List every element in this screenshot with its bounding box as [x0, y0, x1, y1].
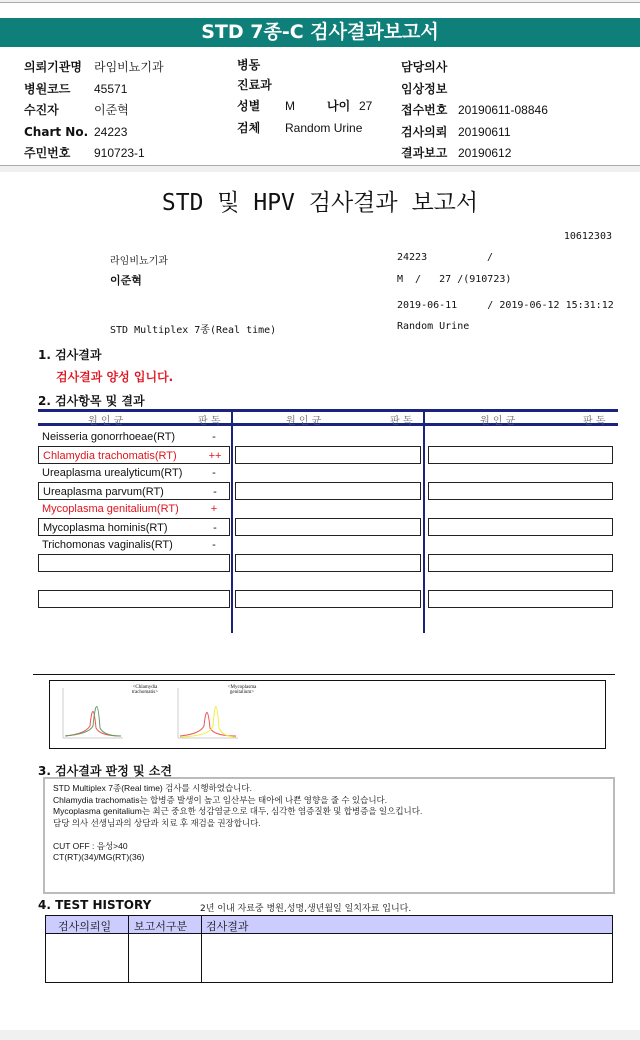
section1-title: 1. 검사결과 — [38, 348, 102, 362]
result-row — [38, 428, 230, 446]
graphs-box — [49, 680, 606, 749]
finding-line: 담당 의사 선생님과의 상담과 치료 후 재검을 권장합니다. — [53, 817, 261, 828]
empty-row — [38, 572, 230, 590]
findings-box — [43, 777, 615, 894]
chart-number: 24223 — [397, 252, 428, 263]
reading: - — [212, 431, 216, 443]
reading: - — [213, 522, 217, 534]
specimen-label: 검체 — [237, 120, 261, 135]
info-col3 — [401, 56, 548, 164]
dept-label: 진료과 — [237, 77, 272, 92]
ct-amplification-graph — [55, 686, 125, 746]
pathogen-name: Mycoplasma genitalium(RT) — [42, 503, 179, 515]
col-pathogen: 원 인 균 — [88, 416, 124, 427]
column-divider — [423, 409, 425, 633]
age-value: 27 — [359, 99, 373, 113]
dates: 2019-06-11 / 2019-06-12 15:31:12 — [397, 300, 614, 311]
col-reading: 판 독 — [198, 416, 221, 427]
report-header-title: STD 7종-C 검사결과보고서 — [0, 18, 640, 47]
sex-age: M / 27 /(910723) — [397, 274, 512, 285]
info-value: 910723-1 — [94, 146, 145, 160]
specimen-value: Random Urine — [285, 120, 363, 135]
info-label: 담당의사 — [401, 60, 448, 74]
result-row — [38, 446, 230, 464]
info-value: 45571 — [94, 81, 128, 96]
result-row — [38, 500, 230, 518]
info-value: 20190611-08846 — [458, 103, 548, 117]
reading: ++ — [208, 450, 222, 462]
col-pathogen: 원 인 균 — [480, 416, 516, 427]
section2-title: 2. 검사항목 및 결과 — [38, 394, 145, 408]
divider — [33, 674, 615, 675]
info-label: 병원코드 — [24, 81, 71, 96]
reading: + — [210, 503, 218, 515]
report-title: STD 및 HPV 검사결과 보고서 — [161, 190, 479, 216]
mg-amplification-graph — [170, 686, 240, 746]
finding-line: Mycoplasma genitalium는 최근 중요한 성감염균으로 대두, 심각한 염증질환 및 합병증을 일으킵니다. — [53, 806, 423, 816]
info-label: 접수번호 — [401, 103, 448, 117]
history-note: 2년 이내 자료중 병원,성명,생년월일 일치자료 입니다. — [200, 904, 412, 914]
report-code: 10612303 — [563, 231, 612, 242]
info-value: 라임비뇨기과 — [94, 60, 164, 74]
pathogen-name: Mycoplasma hominis(RT) — [43, 522, 168, 534]
results-list — [38, 428, 230, 608]
result-row — [38, 536, 230, 554]
results-list-col2 — [235, 428, 421, 608]
finding-line: CT(RT)(34)/MG(RT)(36) — [53, 852, 145, 862]
ward-label: 병동 — [237, 58, 261, 72]
pathogen-name: Trichomonas vaginalis(RT) — [42, 539, 173, 551]
results-list-col3 — [428, 428, 613, 608]
reading: - — [213, 486, 217, 498]
info-value: 이준혁 — [94, 103, 129, 117]
finding-line: Chlamydia trachomatis는 합병증 발생이 높고 임산부는 태아에 나쁜 영향을 줄 수 있습니다. — [53, 794, 388, 805]
pathogen-name: Chlamydia trachomatis(RT) — [43, 450, 177, 462]
info-label: 결과보고 — [401, 146, 448, 160]
specimen: Random Urine — [397, 321, 470, 332]
info-label: 의뢰기관명 — [24, 60, 82, 74]
overall-result: 검사결과 양성 입니다. — [56, 370, 174, 384]
info-value: 20190612 — [458, 146, 512, 160]
sex-value: M — [285, 99, 295, 113]
finding-line — [53, 829, 605, 841]
info-label: 검사의뢰 — [401, 124, 448, 139]
test-name: STD Multiplex 7종(Real time) — [110, 325, 277, 336]
info-label: 임상정보 — [401, 81, 448, 96]
separator: / — [487, 252, 494, 263]
result-row — [38, 518, 230, 536]
clinic-name: 라임비뇨기과 — [110, 256, 168, 267]
section4-title: 4. TEST HISTORY — [38, 898, 152, 912]
result-row — [38, 482, 230, 500]
pathogen-name: Ureaplasma urealyticum(RT) — [42, 467, 183, 479]
sex-label: 성별 — [237, 99, 261, 113]
column-divider — [231, 409, 233, 633]
col-result: 검사결과 — [206, 920, 249, 933]
reading: - — [212, 467, 216, 479]
finding-line: CUT OFF : 음성>40 — [53, 840, 128, 851]
pathogen-name: Neisseria gonorrhoeae(RT) — [42, 431, 176, 443]
results-table-header — [38, 409, 618, 426]
info-label: 주민번호 — [24, 146, 71, 160]
info-label: Chart No. — [24, 124, 89, 139]
info-col2 — [237, 56, 397, 138]
info-col1 — [24, 56, 164, 164]
col-request-date: 검사의뢰일 — [58, 920, 112, 933]
section3-title: 3. 검사결과 판정 및 소견 — [38, 764, 172, 778]
pathogen-name: Ureaplasma parvum(RT) — [43, 486, 164, 498]
patient-name: 이준혁 — [110, 274, 142, 287]
col-report-type: 보고서구분 — [134, 920, 188, 933]
graph-label: <Chlamydia trachomatis> — [131, 685, 159, 695]
info-value: 20190611 — [458, 124, 511, 139]
empty-row — [38, 554, 230, 572]
finding-line: STD Multiplex 7종(Real time) 검사를 시행하였습니다. — [53, 783, 252, 793]
age-label: 나이 — [327, 99, 351, 113]
info-value: 24223 — [94, 124, 128, 139]
graph-label: <Mycoplasma genitalium> — [227, 685, 257, 695]
history-table — [45, 915, 613, 983]
col-pathogen: 원 인 균 — [286, 416, 322, 427]
info-label: 수진자 — [24, 103, 59, 117]
result-row — [38, 464, 230, 482]
col-reading: 판 독 — [583, 416, 606, 427]
empty-row — [38, 590, 230, 608]
col-reading: 판 독 — [390, 416, 413, 427]
reading: - — [212, 539, 216, 551]
history-table-header — [46, 916, 612, 934]
